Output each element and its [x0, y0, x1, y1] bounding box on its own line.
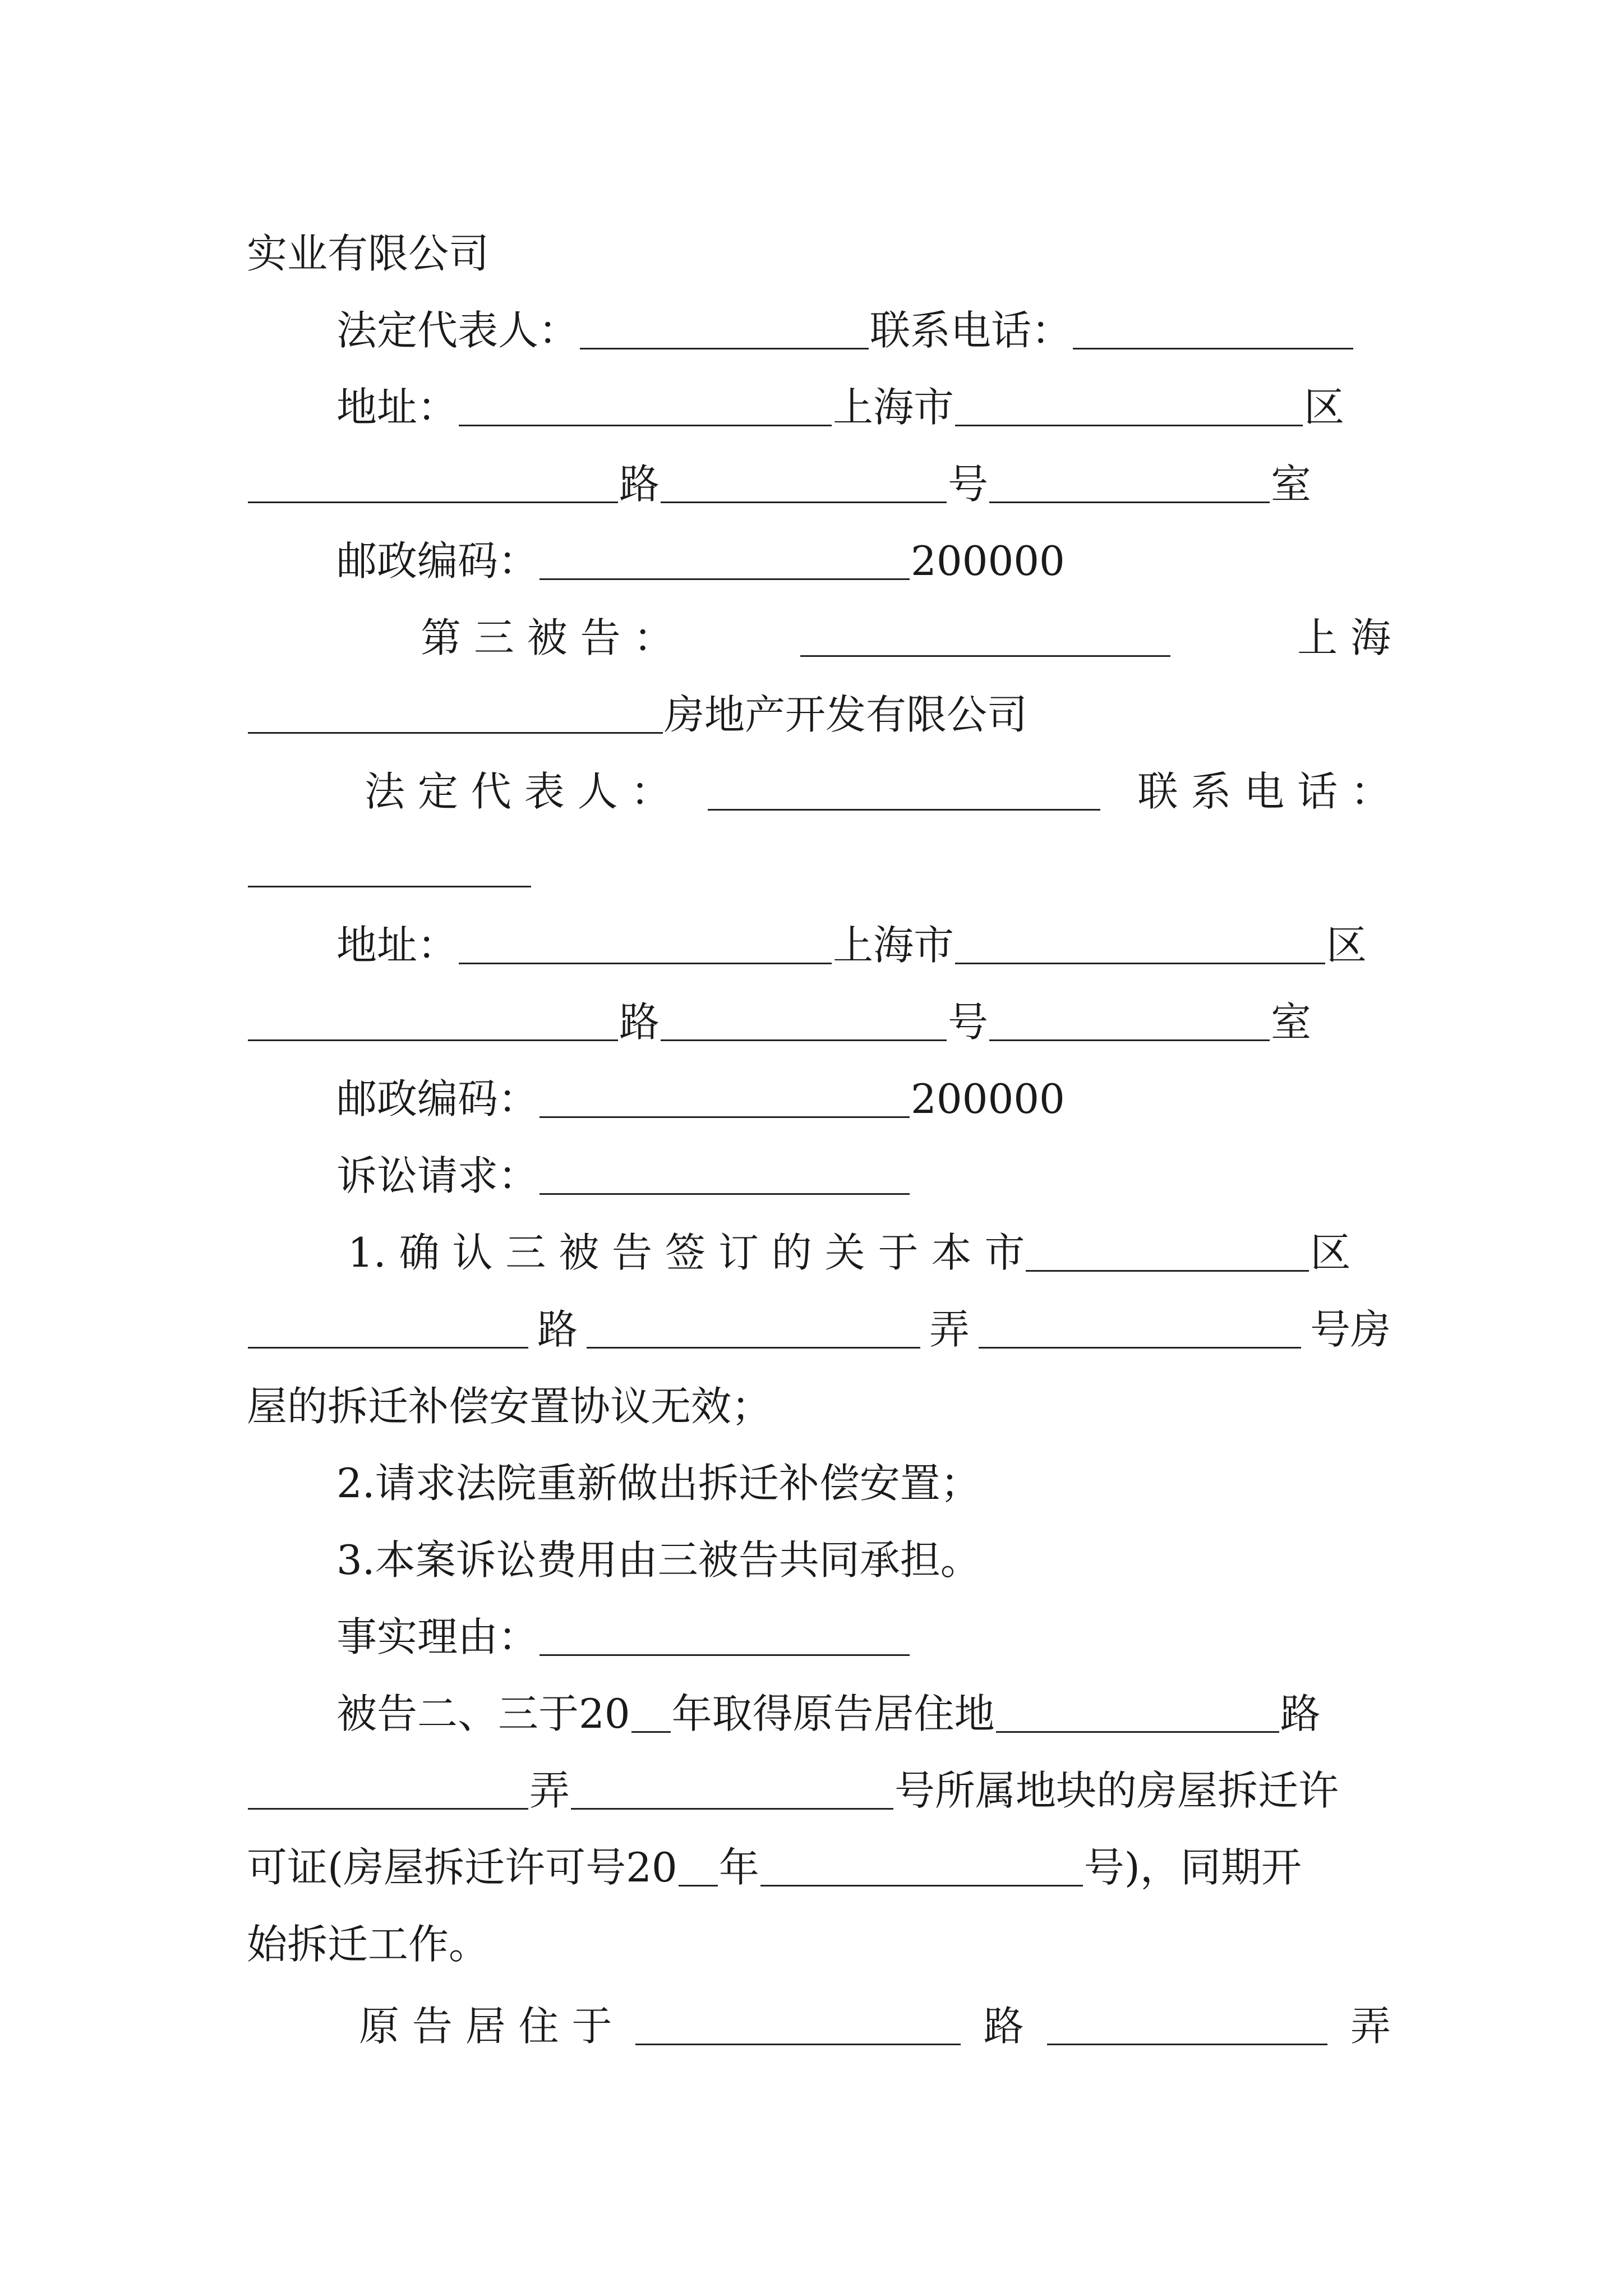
- text: 2.请求法院重新做出拆迁补偿安置；: [336, 1460, 981, 1507]
- text: 1. 确 认 三 被 告 签 订 的 关 于 本 市: [348, 1229, 1025, 1276]
- text: 200000: [911, 537, 1065, 585]
- text: 可证(房屋拆迁许可号20: [247, 1844, 677, 1891]
- blank-line: [760, 1885, 1083, 1887]
- text: 号所属地块的房屋拆迁许: [895, 1767, 1339, 1814]
- address-line-2: [247, 444, 1391, 511]
- blank-line: [989, 1039, 1270, 1041]
- blank-line: [800, 655, 1170, 657]
- blank-line: [540, 578, 910, 580]
- postcode-line: [336, 521, 1391, 588]
- text: 邮政编码：: [336, 537, 539, 585]
- blank-line: [1047, 2044, 1327, 2045]
- blank-line: [708, 809, 1100, 811]
- blank-line: [989, 501, 1270, 503]
- text: 路: [619, 461, 660, 508]
- facts-line-3: [247, 1827, 1391, 1894]
- text: 邮政编码：: [336, 1075, 539, 1122]
- facts-line-2: [247, 1750, 1391, 1818]
- blank-line: [248, 732, 663, 734]
- text: 弄: [529, 1767, 570, 1814]
- text: 室: [1271, 461, 1312, 508]
- blank-line: [540, 1193, 910, 1195]
- claim-1-line-3: [247, 1366, 1391, 1433]
- text: 始拆迁工作。: [247, 1921, 490, 1968]
- blank-line: [540, 1116, 910, 1118]
- text: 3.本案诉讼费用由三被告共同承担。: [336, 1536, 981, 1584]
- address-line-b2: [247, 982, 1391, 1049]
- claim-1-line: [348, 1212, 1391, 1280]
- text: 弄: [929, 1306, 970, 1353]
- facts-line-5: [359, 1986, 1391, 2053]
- text: 路: [983, 2003, 1024, 2050]
- text: 号: [948, 999, 989, 1046]
- text: 联 系 电 话 ：: [1137, 768, 1391, 815]
- claim-3-line: [336, 1520, 1391, 1587]
- text: 原 告 居 住 于: [359, 2003, 612, 2050]
- text: 房地产开发有限公司: [664, 691, 1028, 738]
- address-line-b: [336, 905, 1391, 972]
- text: 屋的拆迁补偿安置协议无效；: [247, 1383, 772, 1430]
- text: 法 定 代 表 人 ：: [365, 768, 671, 815]
- text: 路: [537, 1306, 578, 1353]
- blank-line: [661, 1039, 947, 1041]
- text: 上海市: [833, 922, 955, 969]
- text: 上海市: [833, 384, 955, 431]
- text: 年取得原告居住地: [671, 1690, 995, 1737]
- text: 区: [1310, 1229, 1351, 1276]
- phone-blank-line: [247, 828, 1391, 895]
- blank-line: [955, 963, 1325, 964]
- text: 被告二、三于20: [336, 1690, 630, 1737]
- text: 地址：: [336, 922, 458, 969]
- text: 路: [619, 999, 660, 1046]
- facts-heading: [336, 1596, 1391, 1664]
- text: 上 海: [1297, 614, 1391, 661]
- claim-1-line-2: [247, 1289, 1391, 1356]
- text: 法定代表人：: [336, 307, 579, 354]
- text: 号)，同期开: [1083, 1844, 1302, 1891]
- legal-rep-line-2: [365, 751, 1391, 818]
- text: 路: [1280, 1690, 1321, 1737]
- blank-line: [248, 501, 618, 503]
- text: 弄: [1350, 2003, 1391, 2050]
- blank-line: [679, 1885, 718, 1887]
- third-defendant-line: [421, 597, 1391, 665]
- text: 200000: [911, 1075, 1065, 1122]
- text: 区: [1326, 922, 1367, 969]
- blank-line: [661, 501, 947, 503]
- blank-line: [459, 963, 832, 964]
- postcode-line-b: [336, 1059, 1391, 1126]
- blank-line: [979, 1347, 1301, 1349]
- text: 诉讼请求：: [336, 1152, 539, 1199]
- blank-line: [580, 348, 869, 349]
- text: 号房: [1310, 1306, 1391, 1353]
- blank-line: [1073, 348, 1353, 349]
- text: 第 三 被 告 ：: [421, 614, 674, 661]
- company-line: [247, 674, 1391, 742]
- blank-line: [1026, 1270, 1309, 1272]
- text: 事实理由：: [336, 1613, 539, 1660]
- blank-line: [248, 1808, 528, 1810]
- text: 室: [1271, 999, 1312, 1046]
- blank-line: [248, 886, 531, 887]
- text: 地址：: [336, 384, 458, 431]
- blank-line: [996, 1731, 1279, 1733]
- blank-line: [459, 425, 832, 426]
- blank-line: [631, 1731, 671, 1733]
- blank-line: [540, 1654, 910, 1656]
- blank-line: [571, 1808, 893, 1810]
- text: 年: [718, 1844, 759, 1891]
- claim-2-line: [336, 1443, 1391, 1510]
- blank-line: [248, 1039, 618, 1041]
- text: 实业有限公司: [247, 230, 490, 277]
- facts-line-1: [336, 1673, 1391, 1741]
- text: 联系电话：: [870, 307, 1072, 354]
- address-line: [336, 367, 1391, 434]
- facts-line-4: [247, 1904, 1391, 1971]
- text: 号: [948, 461, 989, 508]
- blank-line: [248, 1347, 528, 1349]
- blank-line: [635, 2044, 961, 2045]
- company-name-line: [247, 213, 1391, 280]
- blank-line: [955, 425, 1303, 426]
- text: 区: [1304, 384, 1345, 431]
- blank-line: [587, 1347, 920, 1349]
- legal-rep-line: [336, 290, 1391, 357]
- claims-heading: [336, 1135, 1391, 1203]
